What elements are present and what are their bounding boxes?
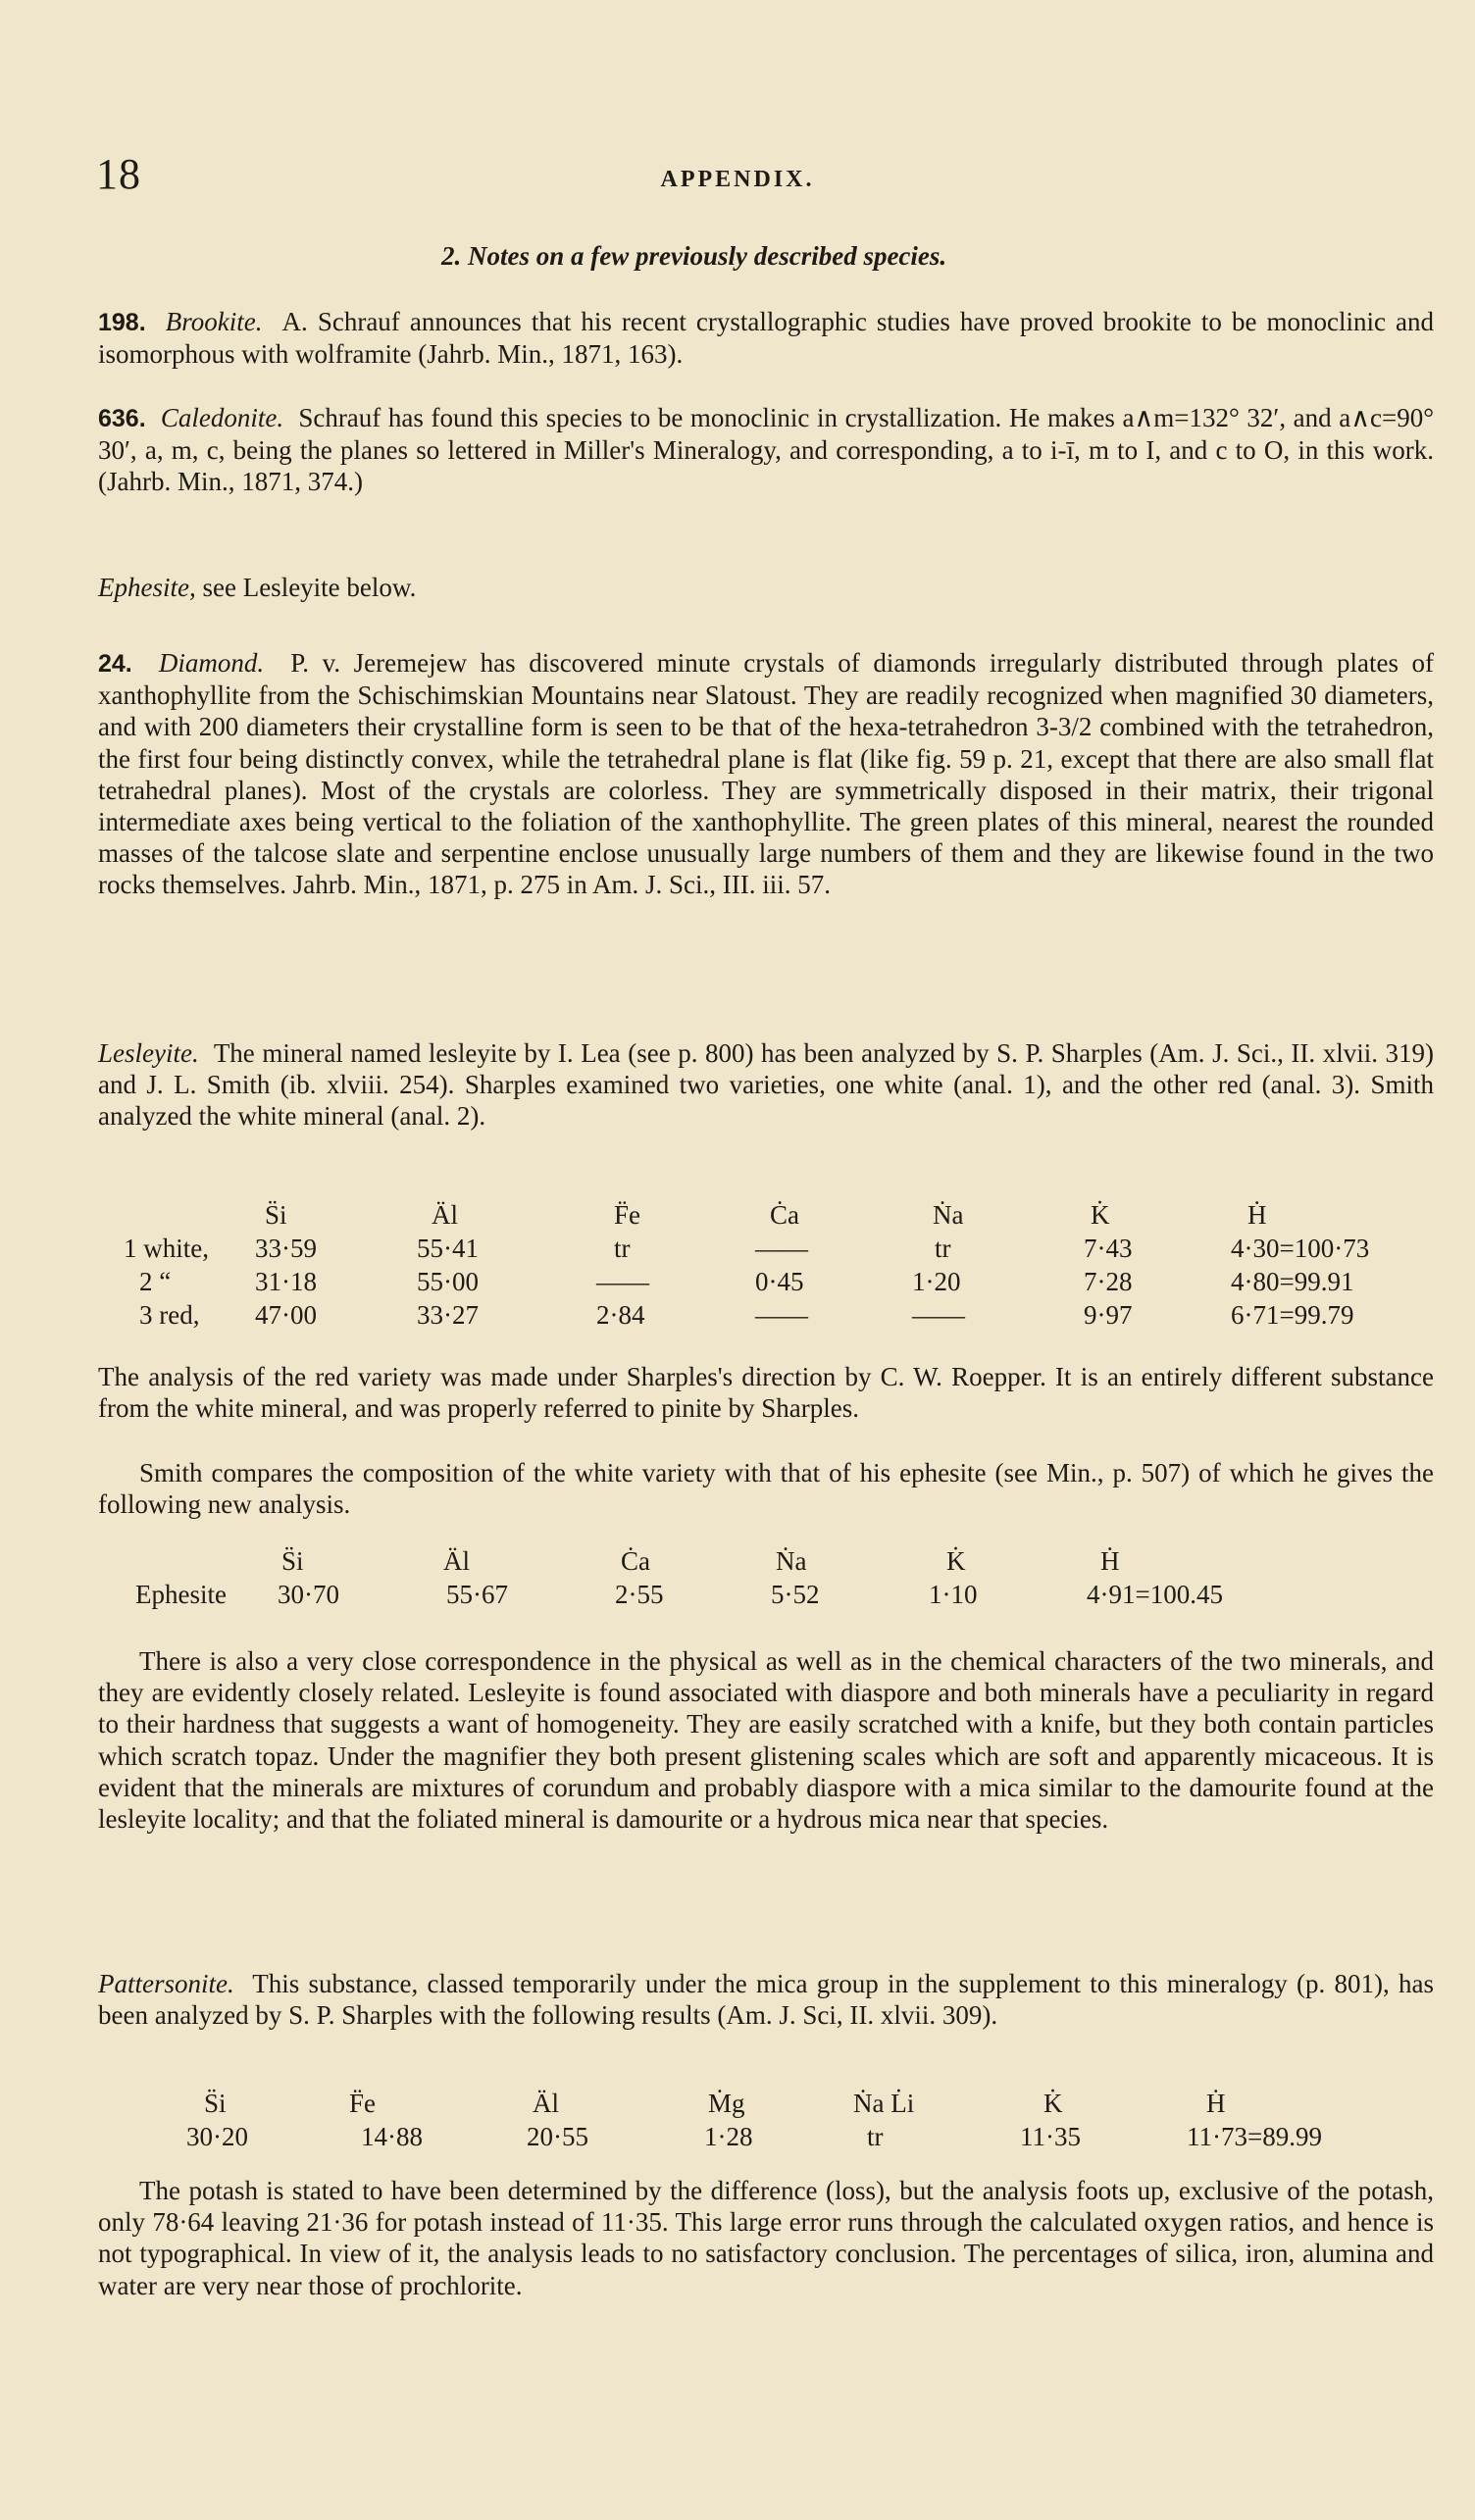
table-cell: —— — [755, 1300, 808, 1330]
table-cell: 47·00 — [255, 1300, 317, 1330]
table-cell: 0·45 — [755, 1267, 804, 1296]
table-row-label: 2 “ — [139, 1267, 172, 1296]
table-header: Äl — [432, 1200, 458, 1230]
brookite-text: A. Schrauf announces that his recent crystallographic studies have proved brookite to be monoclinic and isomorphous with wolframite (Jahrb. Min., 1871, 163). — [98, 307, 1434, 370]
table-header: Ḣ — [1247, 1200, 1267, 1230]
page-number: 18 — [96, 150, 141, 198]
table-cell: 33·27 — [417, 1300, 479, 1330]
table-cell: tr — [867, 2122, 884, 2151]
diamond-text: P. v. Jeremejew has discovered minute crystals of diamonds irregularly distributed through plates of xanthophyllite from the Schischimskian Mountains near Slatoust. They are readily recognized when magnified 30 diameters, and with 200 diameters their crystalline form is seen to be that of the hexa-tetrahedron 3-3/2 combined with the tetrahedron, the first four being distinctly convex, while the tetrahedral plane is flat (like fig. 59 p. 21, except that there are also small flat tetrahedral planes). Most of the crystals are colorless. They are symmetrically disposed in their matrix, their trigonal intermediate axes being vertical to the foliation of the xanthophyllite. The green plates of this mineral, nearest the rounded masses of the talcose slate and serpentine enclose unusually large numbers of them and they are likewise found in the two rocks themselves. Jahrb. Min., 1871, p. 275 in Am. J. Sci., III. iii. 57. — [98, 648, 1435, 900]
lesleyite-name: Lesleyite. — [98, 1038, 199, 1068]
diamond-name: Diamond. — [158, 648, 265, 678]
table-header: Ṅa — [933, 1200, 964, 1230]
table-header: S̈i — [265, 1200, 287, 1230]
table-cell: 1·28 — [704, 2122, 753, 2151]
table-cell: 5·52 — [771, 1580, 820, 1609]
correspondence-paragraph: There is also a very close correspondence in the physical as well as in the chemical characters of the two minerals, and they are evidently closely related. Lesleyite is found associated with diaspore and both minerals have a peculiarity in regard to their hardness that suggests a want of homogeneity. They are easily scratched with a knife, but they both contain particles which scratch topaz. Under the magnifier they both present glistening scales which are soft and apparently micaceous. It is evident that the minerals are mixtures of corundum and probably diaspore with a mica similar to the damourite found at the lesleyite locality; and that the foliated mineral is damourite or a hydrous mica near that species. — [98, 1646, 1434, 1835]
table-cell: —— — [755, 1234, 808, 1263]
lesleyite-paragraph — [98, 1037, 1434, 1133]
brookite-paragraph — [98, 306, 1434, 370]
table-cell: 30·20 — [186, 2122, 248, 2151]
lesleyite-text: The mineral named lesleyite by I. Lea (see p. 800) has been analyzed by S. P. Sharples (Am. J. Sci., II. xlvii. 319) and J. L. Smith (ib. xlviii. 254). Sharples examined two varieties, one white (anal. 1), and the other red (anal. 3). Smith analyzed the white mineral (anal. 2). — [98, 1038, 1434, 1132]
caledonite-text: Schrauf has found this species to be monoclinic in crystallization. He makes a∧m=132° 32′, and a∧c=90° 30′, a, m, c, being the planes so lettered in Miller's Mineralogy, and corresponding, a to i-ī, m to I, and c to O, in this work. (Jahrb. Min., 1871, 374.) — [98, 403, 1434, 497]
table-cell: 4·91=100.45 — [1087, 1580, 1223, 1609]
table-row-label: Ephesite — [135, 1580, 227, 1609]
running-head: APPENDIX. — [660, 167, 815, 192]
table-cell: 9·97 — [1084, 1300, 1133, 1330]
table-cell: —— — [912, 1300, 965, 1330]
table-cell: 33·59 — [255, 1234, 317, 1263]
table-cell: 4·80=99.91 — [1231, 1267, 1354, 1296]
table-header: Ḣ — [1206, 2089, 1226, 2118]
table-header: Ṅa — [776, 1546, 807, 1576]
roepper-paragraph: The analysis of the red variety was made under Sharples's direction by C. W. Roepper. It is an entirely different substance from the white mineral, and was properly referred to pinite by Sharples. — [98, 1362, 1434, 1424]
potash-paragraph: The potash is stated to have been determined by the difference (loss), but the analysis foots up, exclusive of the potash, only 78·64 leaving 21·36 for potash instead of 11·35. This large error runs through the calculated oxygen ratios, and hence is not typographical. In view of it, the analysis leads to no satisfactory conclusion. The percentages of silica, iron, alumina and water are very near those of prochlorite. — [98, 2176, 1434, 2300]
table-cell: 1·20 — [912, 1267, 961, 1296]
table-header: K̇ — [946, 1546, 966, 1576]
table-header: Äl — [443, 1546, 470, 1576]
table-row-label: 1 white, — [124, 1234, 209, 1263]
table-cell: 2·84 — [596, 1300, 645, 1330]
table-cell: tr — [614, 1234, 631, 1263]
table-header: Ṁg — [708, 2089, 745, 2118]
smith-paragraph: Smith compares the composition of the white variety with that of his ephesite (see Min., p. 507) of which he gives the following new analysis. — [98, 1458, 1434, 1520]
table-header: F̈e — [614, 1200, 640, 1230]
ephesite-analysis-table — [0, 1544, 1475, 1615]
table-header: Ṅa L̇i — [853, 2089, 915, 2118]
table-header: Ċa — [770, 1200, 799, 1230]
table-cell: 55·00 — [417, 1267, 479, 1296]
pattersonite-paragraph — [98, 1968, 1434, 2031]
table-cell: 4·30=100·73 — [1231, 1234, 1370, 1263]
table-header: Äl — [533, 2089, 559, 2118]
table-cell: 6·71=99.79 — [1231, 1300, 1354, 1330]
caledonite-number: 636. — [98, 405, 146, 432]
table-header: S̈i — [204, 2089, 227, 2118]
table-cell: 31·18 — [255, 1267, 317, 1296]
table-cell: 55·41 — [417, 1234, 479, 1263]
table-header: Ċa — [621, 1546, 650, 1576]
ephesite-name: Ephesite, — [98, 573, 196, 602]
ephesite-paragraph — [98, 572, 1434, 603]
pattersonite-analysis-table — [0, 2087, 1475, 2157]
table-header: Ḣ — [1100, 1546, 1120, 1576]
ephesite-text: see Lesleyite below. — [202, 573, 417, 602]
table-cell: 11·73=89.99 — [1187, 2122, 1322, 2151]
table-header: K̇ — [1091, 1200, 1110, 1230]
table-cell: 14·88 — [361, 2122, 423, 2151]
table-cell: —— — [596, 1267, 649, 1296]
table-cell: 2·55 — [615, 1580, 664, 1609]
table-cell: 7·43 — [1084, 1234, 1133, 1263]
table-row-label: 3 red, — [139, 1300, 200, 1330]
table-header: S̈i — [281, 1546, 304, 1576]
table-cell: 1·10 — [929, 1580, 978, 1609]
table-header: F̈e — [349, 2089, 376, 2118]
pattersonite-text: This substance, classed temporarily under the mica group in the supplement to this mineralogy (p. 801), has been analyzed by S. P. Sharples with the following results (Am. J. Sci, II. xlvii. 309). — [98, 1969, 1434, 2031]
table-header: K̇ — [1043, 2089, 1063, 2118]
caledonite-paragraph — [98, 402, 1434, 498]
table-cell: 30·70 — [278, 1580, 339, 1609]
table-cell: tr — [935, 1234, 951, 1263]
table-cell: 11·35 — [1020, 2122, 1081, 2151]
brookite-name: Brookite. — [165, 307, 263, 336]
diamond-number: 24. — [98, 650, 132, 678]
table-cell: 7·28 — [1084, 1267, 1133, 1296]
table-cell: 55·67 — [446, 1580, 508, 1609]
lesleyite-analysis-table — [0, 1198, 1475, 1336]
section-title: 2. Notes on a few previously described species. — [441, 241, 947, 271]
brookite-number: 198. — [98, 309, 146, 336]
diamond-paragraph — [98, 647, 1434, 901]
pattersonite-name: Pattersonite. — [98, 1969, 234, 1998]
table-cell: 20·55 — [527, 2122, 588, 2151]
caledonite-name: Caledonite. — [160, 403, 284, 432]
